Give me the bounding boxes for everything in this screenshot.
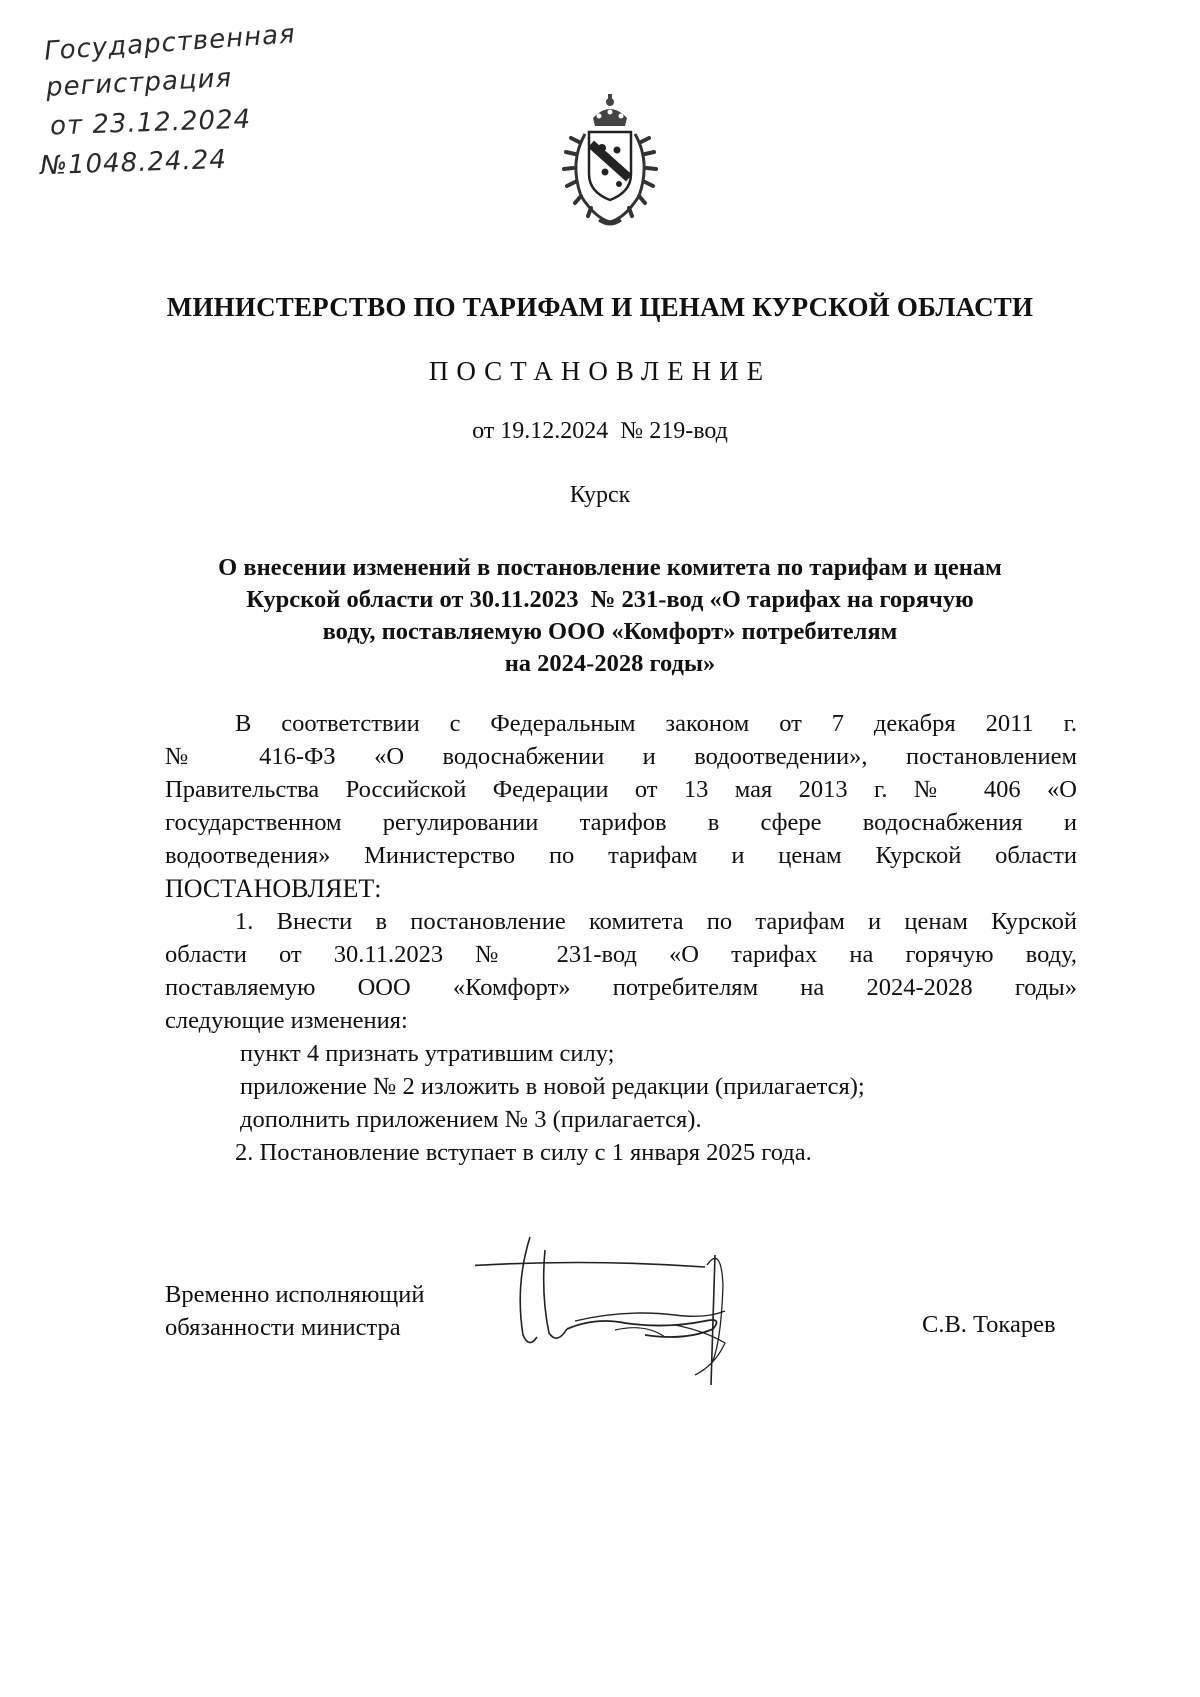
preamble-line: Правительства Российской Федерации от 13 мая 2013 г. № 406 «О [165, 776, 1077, 803]
title-line: О внесении изменений в постановление комитета по тарифам и ценам [218, 554, 1002, 581]
document-body [165, 707, 1077, 1169]
preamble-line: В соответствии с Федеральным законом от 7 декабря 2011 г. [235, 710, 1077, 737]
item-1-line: 1. Внести в постановление комитета по тарифам и ценам Курской [235, 908, 1077, 935]
document-type: ПОСТАНОВЛЕНИЕ [428, 356, 772, 386]
document-city: Курск [569, 482, 631, 508]
title-line: воду, поставляемую ООО «Комфорт» потребителям [322, 618, 898, 645]
signatory-position [165, 1278, 424, 1344]
preamble-line: № 416-ФЗ «О водоснабжении и водоотведении», постановлением [165, 743, 1077, 770]
document-date-number: от 19.12.2024 № 219-вод [472, 418, 728, 444]
item-1-line: поставляемую ООО «Комфорт» потребителям на 2024-2028 годы» [165, 974, 1077, 1001]
registration-note-line: №1048.24.24 [39, 144, 228, 182]
item-1-line: следующие изменения: [165, 1007, 408, 1034]
document-title [160, 552, 1060, 680]
handwritten-signature-icon [475, 1225, 815, 1390]
title-line: на 2024-2028 годы» [504, 650, 716, 677]
position-line: Временно исполняющий [165, 1281, 425, 1308]
signer-name: С.В. Токарев [922, 1311, 1056, 1338]
coat-of-arms-icon [555, 92, 665, 232]
registration-note-line: Государственная [43, 19, 297, 67]
preamble-line: государственном регулировании тарифов в сфере водоснабжения и [165, 809, 1077, 836]
preamble-line: водоотведения» Министерство по тарифам и ценам Курской области [165, 842, 1077, 869]
resolves-word: ПОСТАНОВЛЯЕТ: [165, 874, 382, 903]
position-line: обязанности министра [165, 1314, 401, 1341]
registration-handwritten-note [38, 19, 338, 198]
ministry-name: МИНИСТЕРСТВО ПО ТАРИФАМ И ЦЕНАМ КУРСКОЙ ОБЛАСТИ [166, 292, 1034, 322]
item-2-line: 2. Постановление вступает в силу с 1 января 2025 года. [235, 1139, 812, 1166]
title-line: Курской области от 30.11.2023 № 231-вод «О тарифах на горячую [246, 586, 974, 613]
change-item: пункт 4 признать утратившим силу; [240, 1040, 615, 1067]
item-1-line: области от 30.11.2023 № 231-вод «О тарифах на горячую воду, [165, 941, 1077, 968]
change-item: приложение № 2 изложить в новой редакции (прилагается); [240, 1073, 865, 1100]
registration-note-line: регистрация [45, 63, 233, 103]
registration-note-line: от 23.12.2024 [49, 104, 252, 142]
change-item: дополнить приложением № 3 (прилагается). [240, 1106, 702, 1133]
